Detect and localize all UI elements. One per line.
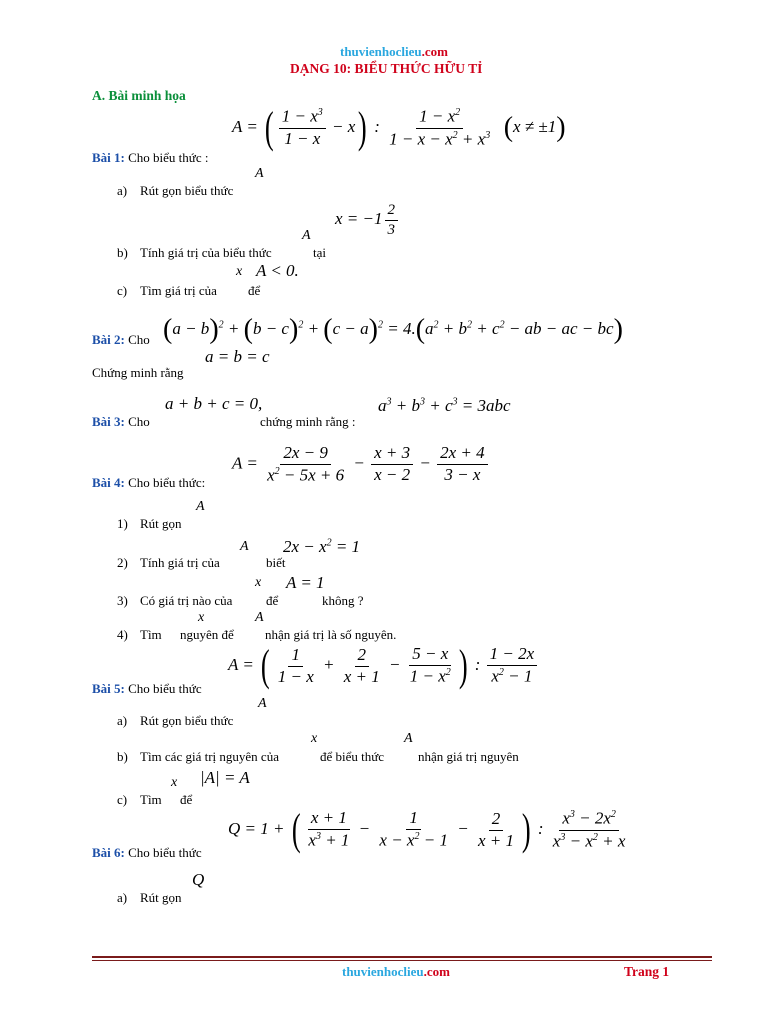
bai5-a: Rút gọn biểu thức: [140, 713, 234, 728]
bai6-intro: Bài 6: Cho biểu thức: [92, 845, 202, 860]
bai1-b: Tính giá trị của biểu thức: [140, 245, 272, 260]
bai3-result: $a^3 + b^3 + c^3 = 3abc$: [378, 396, 511, 415]
bai3-cond: a + b + c = 0,: [165, 394, 263, 413]
bai4-2-biet: biết: [266, 555, 286, 570]
bai4-1: Rút gọn: [140, 516, 182, 531]
bai1-c-de: để: [248, 283, 261, 298]
bai5-a-label: a): [117, 713, 128, 728]
bai5-var-a2: A: [404, 731, 413, 746]
bai4-a-eq1: A = 1: [286, 573, 325, 592]
bai2-abc: a = b = c: [205, 347, 270, 366]
bai4-3: Có giá trị nào của: [140, 593, 233, 608]
bai2-cm: Chứng minh rằng: [92, 365, 184, 380]
bai4-var-x2: x: [198, 610, 205, 625]
bai4-1-label: 1): [117, 516, 128, 531]
bai5-intro: Bài 5: Cho biểu thức: [92, 681, 202, 696]
bai5-abs: |A| = A: [200, 768, 250, 787]
bai6-formula: Q = 1 + ( $\frac{x + 1}{x^3 + 1}$ − $\frac{1}{x - x^2 - 1}$ − $\frac{2}{x + 1}$ ) : $\frac{x^3 - 2x^2}{x^3 - x^2 + x}$: [228, 805, 626, 854]
bai4-2-label: 2): [117, 555, 128, 570]
bai1-x-value: x = −1 $\frac{2}{3}$: [335, 202, 400, 238]
bai1-intro: Bài 1: Cho biểu thức :: [92, 150, 209, 165]
bai4-4-label: 4): [117, 627, 128, 642]
bai4-3-khong: không ?: [322, 593, 364, 608]
bai4-var-a2: A: [240, 539, 249, 554]
bai5-c-de: để: [180, 792, 193, 807]
footer-divider-thin: [92, 960, 712, 961]
footer-site: thuvienhoclieu.com: [342, 964, 450, 979]
header-site: thuvienhoclieu.com: [340, 44, 448, 59]
bai5-b: Tìm các giá trị nguyên của: [140, 749, 279, 764]
bai4-var-a3: A: [255, 610, 264, 625]
bai4-2: Tính giá trị của: [140, 555, 220, 570]
footer-divider: [92, 956, 712, 958]
bai4-eq: $2x - x^2 = 1$: [283, 537, 361, 556]
bai5-c-label: c): [117, 792, 128, 807]
bai1-c-label: c): [117, 283, 128, 298]
bai1-var-a2: A: [302, 228, 311, 243]
bai1-b-label: b): [117, 245, 128, 260]
bai2-formula: $(a - b)^2 + (b - c)^2 + (c - a)^2 = 4.(a^2 + b^2 + c^2$ − ab − ac − bc): [163, 314, 623, 345]
bai1-var-x: x: [236, 264, 243, 279]
bai4-var-a: A: [196, 499, 205, 514]
bai3-cm: chứng minh rằng :: [260, 414, 356, 429]
bai1-a-label: a): [117, 183, 128, 198]
bai4-intro: Bài 4: Cho biểu thức:: [92, 475, 206, 490]
bai5-c: Tìm: [140, 792, 162, 807]
bai5-b-n: nhận giá trị nguyên: [418, 749, 519, 764]
bai4-formula: A = $\frac{2x - 9}{x^2 - 5x + 6}$ − $\frac{x + 3}{x - 2}$ − $\frac{2x + 4}{3 - x}$: [232, 444, 490, 485]
section-heading: A. Bài minh họa: [92, 88, 186, 103]
bai4-var-x: x: [255, 575, 262, 590]
bai6-a-label: a): [117, 890, 128, 905]
page-number: Trang 1: [624, 964, 670, 979]
bai1-c: Tìm giá trị của: [140, 283, 217, 298]
bai1-formula: A = ( $\frac{1 - x^3}{1 - x}$ − x) : $\frac{1 - x^2}{1 - x - x^2 + x^3}$ (x ≠ ±1): [232, 103, 566, 152]
bai5-b-de: để biểu thức: [320, 749, 385, 764]
bai1-b-tai: tại: [313, 245, 326, 260]
bai2-intro: Bài 2: Cho: [92, 332, 150, 347]
bai5-b-label: b): [117, 749, 128, 764]
bai5-var-x: x: [311, 731, 318, 746]
page-title: DẠNG 10: BIỂU THỨC HỮU TỈ: [290, 61, 483, 76]
bai3-intro: Bài 3: Cho: [92, 414, 150, 429]
bai4-3-de: để: [266, 593, 279, 608]
bai1-a-less: A < 0.: [256, 261, 299, 280]
bai6-a: Rút gọn: [140, 890, 182, 905]
bai6-var-q: Q: [192, 870, 205, 889]
bai4-4: Tìm: [140, 627, 162, 642]
bai4-4-b: nguyên để: [180, 627, 234, 642]
bai5-var-a: A: [258, 696, 267, 711]
bai5-formula: A = ( $\frac{1}{1 - x}$ + $\frac{2}{x + 1}$ − $\frac{5 - x}{1 - x^2}$ ) : $\frac{1 - 2x}{x^2 - 1}$: [228, 644, 539, 688]
bai4-3-label: 3): [117, 593, 128, 608]
bai1-var-a: A: [255, 166, 264, 181]
bai1-a: Rút gọn biểu thức: [140, 183, 234, 198]
bai4-4-c: nhận giá trị là số nguyên.: [265, 627, 397, 642]
bai5-var-x2: x: [171, 775, 178, 790]
